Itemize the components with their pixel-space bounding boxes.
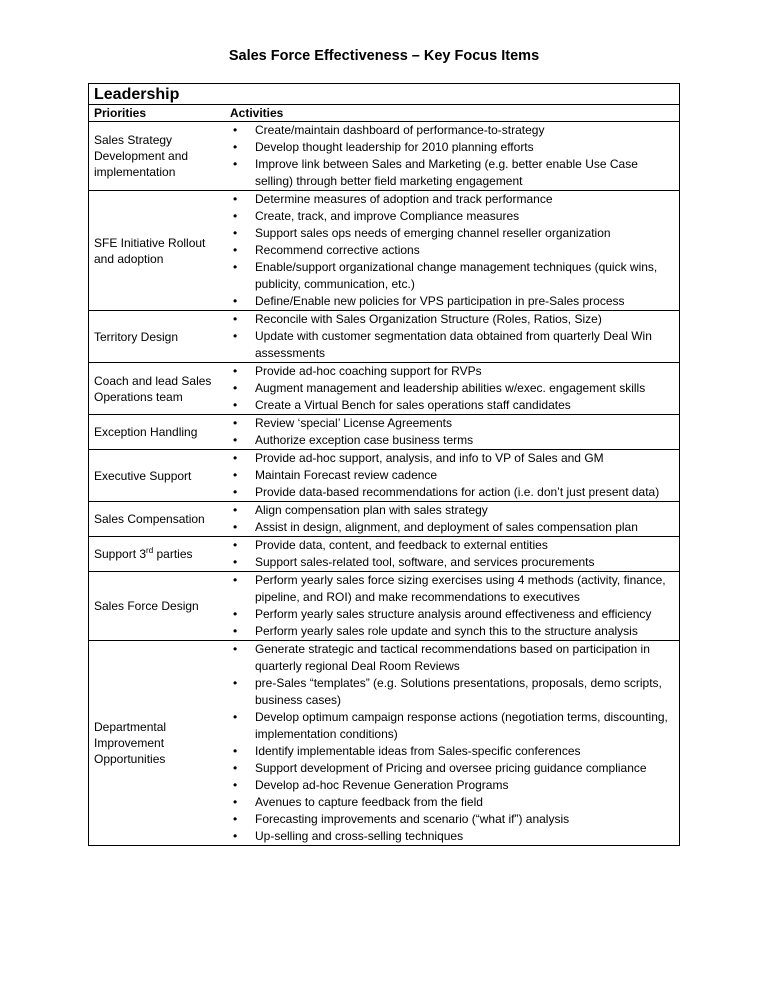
activity-item: • Provide ad-hoc coaching support for RVPs	[228, 363, 679, 380]
activity-item: • Improve link between Sales and Marketing (e.g. better enable Use Case selling) through better field marketing engagement	[228, 156, 679, 190]
priority-label: Sales Force Design	[94, 599, 199, 613]
activity-item: • Perform yearly sales structure analysis around effectiveness and efficiency	[228, 606, 679, 623]
priority-cell	[89, 122, 228, 190]
activities-header: Activities	[230, 106, 284, 120]
activity-item: • Forecasting improvements and scenario (“what if”) analysis	[228, 811, 679, 828]
priority-cell	[89, 641, 228, 845]
priority-label: SFE Initiative Rollout and adoption	[94, 235, 206, 266]
priorities-header: Priorities	[94, 106, 147, 120]
section-heading: Leadership	[89, 84, 679, 105]
table-row	[89, 363, 679, 415]
table-row	[89, 502, 679, 537]
table-row	[89, 537, 679, 572]
activity-list	[228, 122, 679, 190]
priority-label: Executive Support	[94, 468, 192, 483]
activity-item: • Support sales ops needs of emerging channel reseller organization	[228, 225, 679, 242]
table-row	[89, 641, 679, 845]
activity-list	[228, 191, 679, 310]
activity-item: • Support sales-related tool, software, and services procurements	[228, 554, 679, 571]
ordinal-suffix: rd	[146, 546, 154, 555]
activity-list	[228, 415, 679, 449]
activity-item: • Create, track, and improve Compliance measures	[228, 208, 679, 225]
activity-item: • Create/maintain dashboard of performance-to-strategy	[228, 122, 679, 139]
table-row	[89, 191, 679, 311]
activity-item: • Avenues to capture feedback from the field	[228, 794, 679, 811]
priority-label: Coach and lead Sales Operations team	[94, 373, 212, 404]
priority-cell	[89, 537, 228, 571]
activity-item: • Update with customer segmentation data obtained from quarterly Deal Win assessments	[228, 328, 679, 362]
priority-label-post: parties	[153, 547, 193, 561]
activity-item: • Perform yearly sales force sizing exercises using 4 methods (activity, finance, pipeline, and ROI) and make recommendations to executives	[228, 572, 679, 606]
activity-list	[228, 537, 679, 571]
activity-item: • Augment management and leadership abilities w/exec. engagement skills	[228, 380, 679, 397]
activity-item: • Perform yearly sales role update and synch this to the structure analysis	[228, 623, 679, 640]
priority-label: Exception Handling	[94, 425, 198, 439]
activity-item: • Reconcile with Sales Organization Structure (Roles, Ratios, Size)	[228, 311, 679, 328]
activity-item: • Generate strategic and tactical recommendations based on participation in quarterly regional Deal Room Reviews	[228, 641, 679, 675]
activity-list	[228, 450, 679, 501]
priority-label: Territory Design	[94, 329, 179, 344]
activity-item: • Develop optimum campaign response actions (negotiation terms, discounting, implementation conditions)	[228, 709, 679, 743]
activity-item: • Create a Virtual Bench for sales operations staff candidates	[228, 397, 679, 414]
activity-item: • Up-selling and cross-selling techniques	[228, 828, 679, 845]
priority-label	[94, 546, 193, 562]
activity-list	[228, 363, 679, 414]
priority-cell	[89, 191, 228, 310]
activity-item: • Enable/support organizational change management techniques (quick wins, publicity, communication, etc.)	[228, 259, 679, 293]
activity-list	[228, 311, 679, 362]
activity-item: • Determine measures of adoption and track performance	[228, 191, 679, 208]
activity-item: • Align compensation plan with sales strategy	[228, 502, 679, 519]
activity-item: • Provide ad-hoc support, analysis, and info to VP of Sales and GM	[228, 450, 679, 467]
leadership-table	[88, 83, 680, 846]
activity-item: • Maintain Forecast review cadence	[228, 467, 679, 484]
activity-item: • Review ‘special’ License Agreements	[228, 415, 679, 432]
column-headers	[89, 105, 679, 122]
activity-item: • pre-Sales “templates” (e.g. Solutions presentations, proposals, demo scripts, business cases)	[228, 675, 679, 709]
priority-label: Sales Strategy Development and implementation	[94, 133, 189, 179]
table-row	[89, 311, 679, 363]
priority-label: Departmental Improvement Opportunities	[94, 720, 167, 766]
activity-item: • Develop ad-hoc Revenue Generation Programs	[228, 777, 679, 794]
activity-item: • Assist in design, alignment, and deployment of sales compensation plan	[228, 519, 679, 536]
activity-list	[228, 572, 679, 640]
activity-item: • Develop thought leadership for 2010 planning efforts	[228, 139, 679, 156]
activity-item: • Define/Enable new policies for VPS participation in pre-Sales process	[228, 293, 679, 310]
table-row	[89, 450, 679, 502]
priority-label: Sales Compensation	[94, 512, 205, 526]
activity-item: • Support development of Pricing and oversee pricing guidance compliance	[228, 760, 679, 777]
activity-list	[228, 641, 679, 845]
priority-label-pre: Support 3	[94, 547, 147, 561]
priority-cell	[89, 450, 228, 501]
activity-item: • Recommend corrective actions	[228, 242, 679, 259]
document-title: Sales Force Effectiveness – Key Focus Items	[228, 48, 540, 64]
table-row	[89, 572, 679, 641]
activity-list	[228, 502, 679, 536]
table-row	[89, 122, 679, 191]
table-row	[89, 415, 679, 450]
priority-cell	[89, 363, 228, 414]
activity-item: • Identify implementable ideas from Sales-specific conferences	[228, 743, 679, 760]
activity-item: • Authorize exception case business terms	[228, 432, 679, 449]
activity-item: • Provide data-based recommendations for action (i.e. don’t just present data)	[228, 484, 679, 501]
activity-item: • Provide data, content, and feedback to external entities	[228, 537, 679, 554]
priority-cell	[89, 311, 228, 362]
priority-cell	[89, 572, 228, 640]
priority-cell	[89, 415, 228, 449]
priority-cell	[89, 502, 228, 536]
